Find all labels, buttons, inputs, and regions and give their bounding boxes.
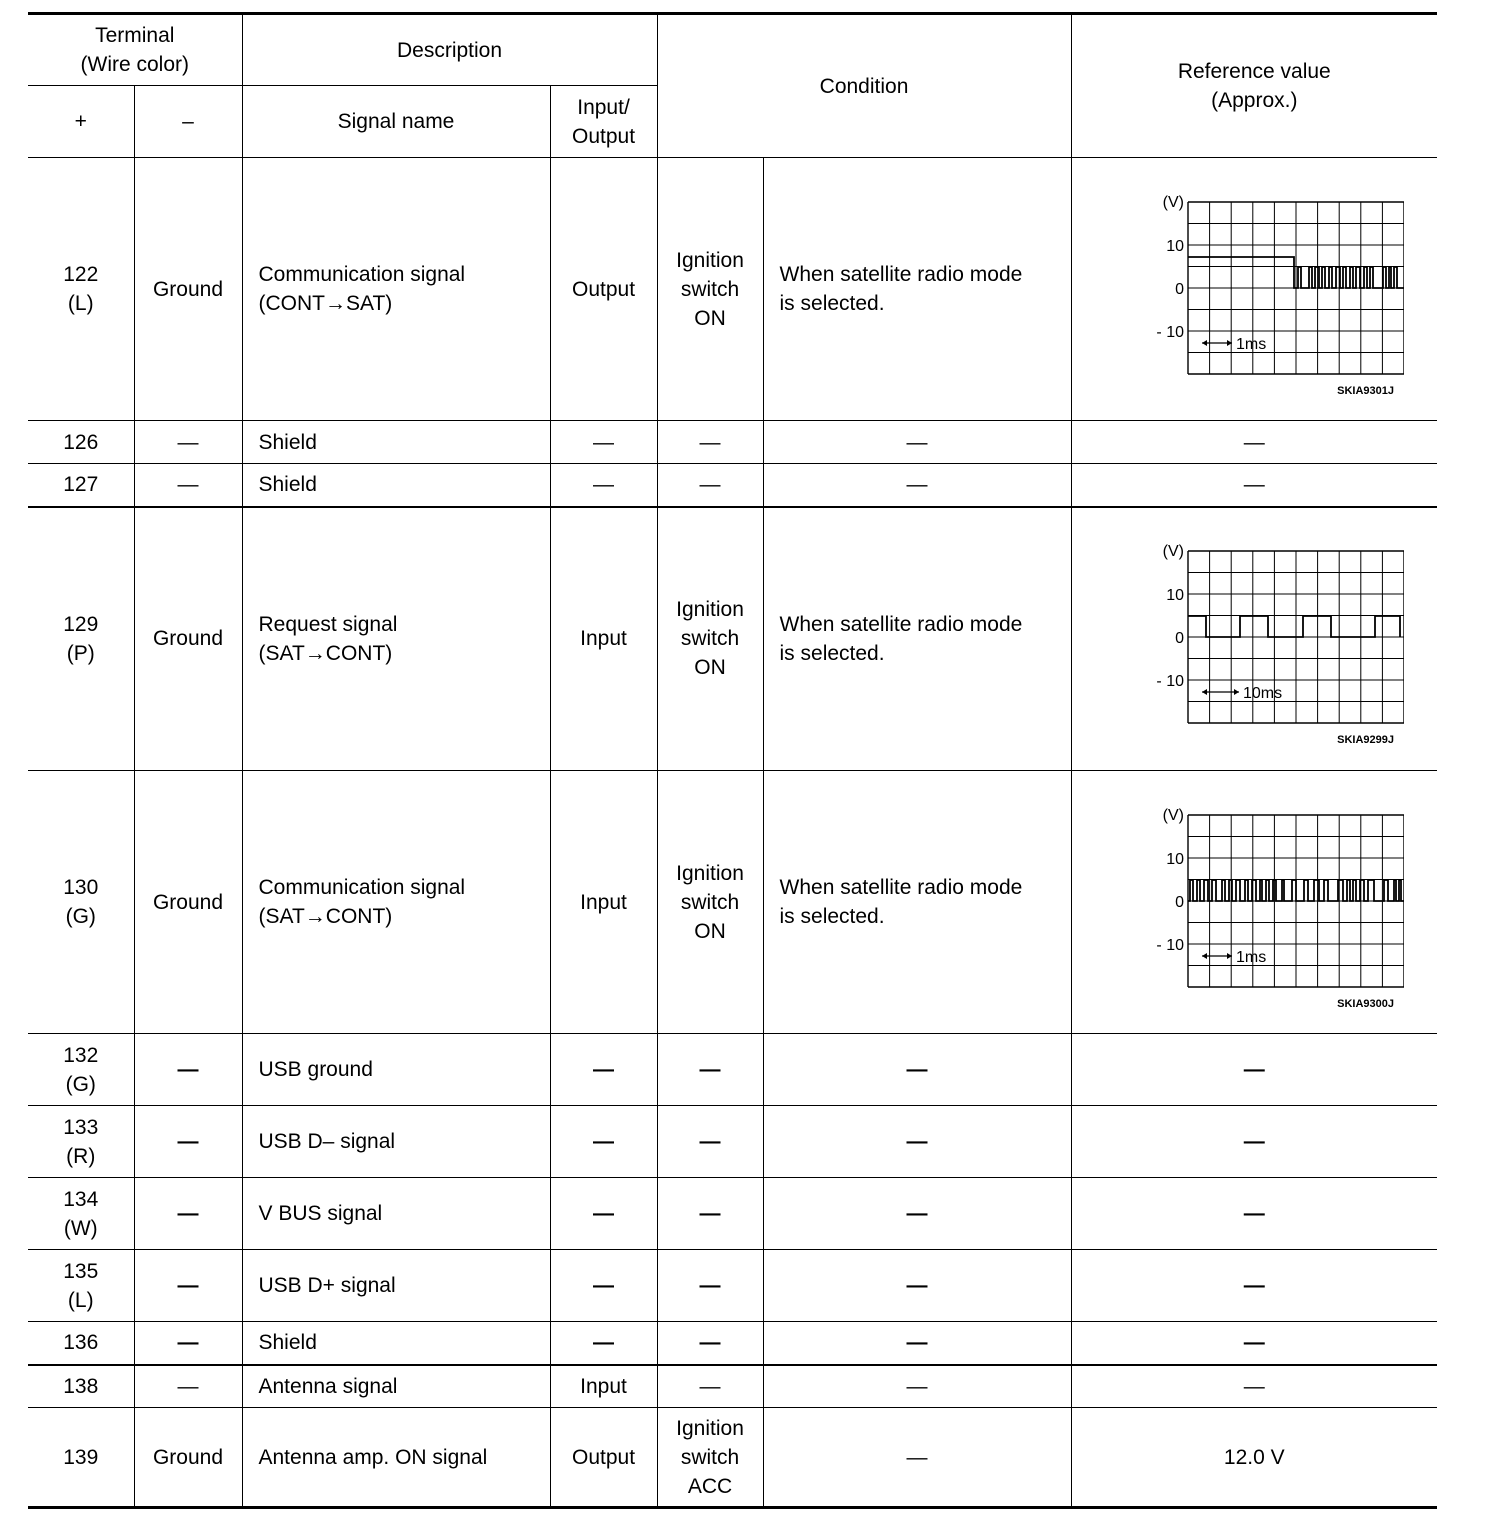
signal-trace — [1188, 616, 1400, 637]
cell-terminal-minus-text: — — [177, 1058, 199, 1081]
cell-reference-value-text: 12.0 V — [1223, 1445, 1285, 1469]
cell-signal-name-text: Communication signal (CONT→SAT) — [258, 263, 466, 315]
y-tick-label: - 10 — [1156, 323, 1185, 341]
cell-condition-detail-text: When satellite radio mode is selected. — [779, 612, 1023, 665]
waveform-graph — [1104, 182, 1404, 397]
cell-signal-name — [242, 1178, 550, 1250]
cell-reference-value-text: — — [1243, 473, 1265, 497]
cell-terminal-minus-text: — — [177, 1374, 199, 1398]
cell-terminal-minus-text: Ground — [152, 277, 224, 301]
cell-condition-switch-text: — — [699, 430, 721, 454]
cell-condition-detail — [763, 1365, 1071, 1408]
cell-reference-value — [1071, 1250, 1437, 1322]
table-row — [28, 1178, 1437, 1250]
cell-reference-value-text: — — [1243, 1374, 1265, 1398]
cell-condition-detail — [763, 1322, 1071, 1365]
cell-condition-detail-text: — — [906, 1274, 928, 1297]
cell-terminal-minus-text: — — [177, 430, 199, 454]
cell-terminal-plus — [28, 1034, 134, 1106]
table-row — [28, 1106, 1437, 1178]
cell-reference-value-text: — — [1243, 1058, 1265, 1081]
cell-condition-detail — [763, 1034, 1071, 1106]
cell-terminal-minus-text: — — [177, 473, 199, 497]
cell-input-output-text: Input — [580, 890, 627, 914]
cell-terminal-plus — [28, 507, 134, 771]
cell-reference-value — [1071, 1365, 1437, 1408]
cell-input-output-text: — — [593, 1331, 614, 1355]
table-body — [28, 158, 1437, 1508]
time-scale-label: 1ms — [1236, 335, 1267, 353]
cell-reference-value — [1071, 507, 1437, 771]
cell-condition-switch-text: — — [699, 1331, 721, 1355]
cell-terminal-plus — [28, 1178, 134, 1250]
cell-reference-value-text: — — [1243, 1274, 1265, 1297]
cell-terminal-plus — [28, 464, 134, 507]
cell-condition-detail — [763, 158, 1071, 421]
y-tick-label: 0 — [1175, 630, 1185, 648]
cell-terminal-minus — [134, 1106, 242, 1178]
cell-condition-switch-text: — — [699, 1202, 721, 1225]
cell-terminal-plus-text: 133 (R) — [63, 1115, 99, 1168]
time-scale-label: 1ms — [1236, 948, 1267, 966]
cell-terminal-plus-text: 139 — [63, 1445, 99, 1469]
cell-terminal-minus-text: Ground — [152, 890, 224, 914]
cell-signal-name-text: Shield — [258, 473, 317, 497]
cell-signal-name — [242, 1322, 550, 1365]
cell-signal-name-text: Communication signal (SAT→CONT) — [258, 876, 466, 928]
figure-code: SKIA9300J — [1337, 997, 1395, 1010]
header-minus: – — [134, 86, 242, 158]
cell-reference-value-text: — — [1243, 430, 1265, 454]
cell-condition-detail — [763, 421, 1071, 464]
y-tick-label: 10 — [1166, 850, 1185, 868]
cell-terminal-plus — [28, 1365, 134, 1408]
table-row — [28, 1408, 1437, 1508]
cell-terminal-plus-text: 126 — [63, 430, 99, 454]
cell-signal-name-text: Request signal (SAT→CONT) — [258, 612, 398, 665]
table-row — [28, 158, 1437, 421]
y-unit-label: (V) — [1162, 806, 1185, 824]
cell-condition-detail-text: — — [906, 1202, 928, 1225]
cell-terminal-minus — [134, 464, 242, 507]
cell-condition-detail-text: — — [906, 1445, 928, 1469]
table-row — [28, 464, 1437, 507]
cell-terminal-plus — [28, 1250, 134, 1322]
cell-terminal-plus-text: 130 (G) — [63, 876, 99, 928]
cell-reference-value — [1071, 1034, 1437, 1106]
cell-signal-name — [242, 158, 550, 421]
cell-condition-detail — [763, 464, 1071, 507]
header-input-output: Input/ Output — [550, 86, 657, 158]
cell-condition-switch-text: — — [699, 1130, 721, 1153]
cell-condition-switch — [657, 421, 763, 464]
cell-condition-detail-text: — — [906, 1331, 928, 1355]
cell-condition-switch-text: — — [699, 1274, 721, 1297]
cell-terminal-plus-text: 127 — [63, 473, 99, 497]
cell-condition-switch — [657, 1250, 763, 1322]
cell-input-output — [550, 1034, 657, 1106]
cell-input-output-text: — — [593, 1274, 614, 1297]
cell-input-output — [550, 1322, 657, 1365]
terminal-table-page — [28, 12, 1437, 1509]
cell-terminal-plus — [28, 1322, 134, 1365]
cell-input-output-text: — — [593, 1130, 614, 1153]
cell-condition-switch — [657, 1365, 763, 1408]
time-scale-label: 10ms — [1243, 685, 1283, 703]
cell-reference-value — [1071, 464, 1437, 507]
cell-terminal-plus-text: 138 — [63, 1374, 99, 1398]
time-scale-arrow — [1202, 953, 1232, 959]
cell-condition-detail-text: When satellite radio mode is selected. — [779, 876, 1023, 928]
cell-condition-switch-text: — — [699, 1374, 721, 1398]
cell-terminal-plus — [28, 1408, 134, 1508]
cell-input-output — [550, 771, 657, 1034]
cell-reference-value-text: — — [1243, 1202, 1265, 1225]
y-tick-label: 0 — [1175, 893, 1185, 911]
cell-condition-detail — [763, 1250, 1071, 1322]
cell-terminal-minus-text: Ground — [152, 627, 224, 651]
cell-terminal-plus-text: 132 (G) — [63, 1043, 99, 1096]
cell-signal-name-text: USB ground — [258, 1058, 373, 1081]
header-signal-name: Signal name — [242, 86, 550, 158]
cell-signal-name-text: Shield — [258, 430, 317, 454]
cell-condition-switch — [657, 464, 763, 507]
cell-terminal-minus — [134, 1408, 242, 1508]
waveform-graph — [1104, 795, 1404, 1010]
table-row — [28, 421, 1437, 464]
figure-code: SKIA9299J — [1337, 734, 1395, 747]
cell-terminal-minus — [134, 1250, 242, 1322]
cell-reference-value — [1071, 1178, 1437, 1250]
cell-input-output — [550, 421, 657, 464]
cell-terminal-minus — [134, 1365, 242, 1408]
table-row — [28, 1322, 1437, 1365]
cell-condition-detail — [763, 771, 1071, 1034]
cell-condition-switch — [657, 1322, 763, 1365]
cell-input-output — [550, 464, 657, 507]
cell-condition-detail-text: — — [906, 473, 928, 497]
cell-signal-name — [242, 507, 550, 771]
cell-signal-name — [242, 1365, 550, 1408]
cell-signal-name — [242, 1034, 550, 1106]
cell-terminal-plus — [28, 771, 134, 1034]
cell-terminal-minus-text: — — [177, 1202, 199, 1225]
cell-terminal-minus — [134, 1034, 242, 1106]
cell-terminal-plus-text: 129 (P) — [63, 612, 99, 665]
header-plus: + — [28, 86, 134, 158]
cell-reference-value — [1071, 1322, 1437, 1365]
terminal-reference-table — [28, 12, 1437, 1509]
cell-signal-name-text: Antenna amp. ON signal — [258, 1445, 488, 1469]
cell-condition-detail — [763, 1408, 1071, 1508]
cell-condition-detail-text: — — [906, 1058, 928, 1081]
cell-condition-detail — [763, 1178, 1071, 1250]
cell-signal-name — [242, 421, 550, 464]
y-tick-label: 10 — [1166, 237, 1185, 255]
waveform-graph — [1104, 531, 1404, 746]
figure-code: SKIA9301J — [1337, 384, 1395, 397]
cell-input-output-text: Output — [571, 1445, 636, 1469]
cell-condition-switch — [657, 507, 763, 771]
cell-input-output-text: — — [593, 473, 614, 497]
cell-condition-switch — [657, 771, 763, 1034]
cell-condition-detail — [763, 507, 1071, 771]
cell-terminal-minus — [134, 421, 242, 464]
cell-condition-detail-text: — — [906, 1130, 928, 1153]
cell-condition-switch-text: Ignition switch ACC — [676, 1416, 744, 1498]
cell-terminal-plus — [28, 158, 134, 421]
cell-condition-switch — [657, 1408, 763, 1508]
cell-condition-detail — [763, 1106, 1071, 1178]
cell-input-output — [550, 1250, 657, 1322]
cell-signal-name — [242, 1250, 550, 1322]
cell-condition-switch-text: Ignition switch ON — [676, 598, 744, 680]
cell-input-output-text: — — [593, 1058, 614, 1081]
header-reference-value: Reference value (Approx.) — [1071, 14, 1437, 158]
cell-signal-name — [242, 1408, 550, 1508]
cell-condition-switch — [657, 1178, 763, 1250]
cell-terminal-plus — [28, 1106, 134, 1178]
y-unit-label: (V) — [1162, 193, 1185, 211]
cell-input-output-text: — — [593, 430, 614, 454]
cell-condition-switch — [657, 158, 763, 421]
cell-input-output — [550, 1408, 657, 1508]
cell-terminal-plus-text: 135 (L) — [63, 1259, 99, 1312]
y-tick-label: 0 — [1175, 280, 1185, 298]
cell-signal-name-text: USB D+ signal — [258, 1274, 396, 1297]
cell-condition-switch-text: — — [699, 1058, 721, 1081]
cell-terminal-minus-text: — — [177, 1331, 199, 1355]
y-tick-label: 10 — [1166, 587, 1185, 605]
cell-reference-value — [1071, 1106, 1437, 1178]
table-row — [28, 1250, 1437, 1322]
header-terminal: Terminal (Wire color) — [28, 14, 242, 86]
cell-terminal-minus — [134, 158, 242, 421]
cell-terminal-minus — [134, 507, 242, 771]
cell-terminal-minus-text: — — [177, 1274, 199, 1297]
cell-terminal-minus-text: Ground — [152, 1445, 224, 1469]
table-row — [28, 507, 1437, 771]
cell-signal-name — [242, 1106, 550, 1178]
cell-input-output-text: Input — [580, 627, 627, 651]
cell-terminal-minus — [134, 1178, 242, 1250]
cell-terminal-plus — [28, 421, 134, 464]
cell-input-output-text: Input — [580, 1374, 627, 1398]
cell-reference-value — [1071, 158, 1437, 421]
table-row — [28, 771, 1437, 1034]
cell-signal-name — [242, 771, 550, 1034]
cell-reference-value-text: — — [1243, 1130, 1265, 1153]
cell-signal-name-text: USB D– signal — [258, 1130, 396, 1153]
cell-signal-name — [242, 464, 550, 507]
time-scale-arrow — [1202, 689, 1239, 695]
y-tick-label: - 10 — [1156, 936, 1185, 954]
table-row — [28, 1365, 1437, 1408]
cell-reference-value — [1071, 421, 1437, 464]
cell-terminal-minus — [134, 771, 242, 1034]
cell-reference-value — [1071, 1408, 1437, 1508]
cell-condition-switch-text: Ignition switch ON — [676, 248, 744, 330]
header-description: Description — [242, 14, 657, 86]
cell-signal-name-text: Antenna signal — [258, 1374, 398, 1398]
cell-reference-value-text: — — [1243, 1331, 1265, 1355]
cell-reference-value — [1071, 771, 1437, 1034]
cell-input-output-text: Output — [571, 277, 636, 301]
cell-input-output — [550, 1365, 657, 1408]
cell-condition-detail-text: — — [906, 430, 928, 454]
cell-input-output — [550, 158, 657, 421]
cell-input-output — [550, 1178, 657, 1250]
y-unit-label: (V) — [1162, 543, 1185, 561]
cell-input-output — [550, 507, 657, 771]
cell-input-output-text: — — [593, 1202, 614, 1225]
signal-trace — [1188, 880, 1404, 901]
cell-condition-switch-text: — — [699, 473, 721, 497]
cell-terminal-plus-text: 122 (L) — [63, 263, 99, 315]
cell-condition-switch-text: Ignition switch ON — [676, 861, 744, 943]
cell-condition-switch — [657, 1034, 763, 1106]
cell-terminal-minus — [134, 1322, 242, 1365]
cell-condition-switch — [657, 1106, 763, 1178]
cell-signal-name-text: V BUS signal — [258, 1202, 383, 1225]
cell-terminal-plus-text: 134 (W) — [63, 1187, 99, 1240]
cell-terminal-minus-text: — — [177, 1130, 199, 1153]
cell-condition-detail-text: — — [906, 1374, 928, 1398]
time-scale-arrow — [1202, 340, 1232, 346]
cell-terminal-plus-text: 136 — [63, 1331, 99, 1355]
header-condition: Condition — [657, 14, 1071, 158]
table-row — [28, 1034, 1437, 1106]
cell-input-output — [550, 1106, 657, 1178]
cell-condition-detail-text: When satellite radio mode is selected. — [779, 263, 1023, 315]
y-tick-label: - 10 — [1156, 673, 1185, 691]
cell-signal-name-text: Shield — [258, 1331, 317, 1355]
